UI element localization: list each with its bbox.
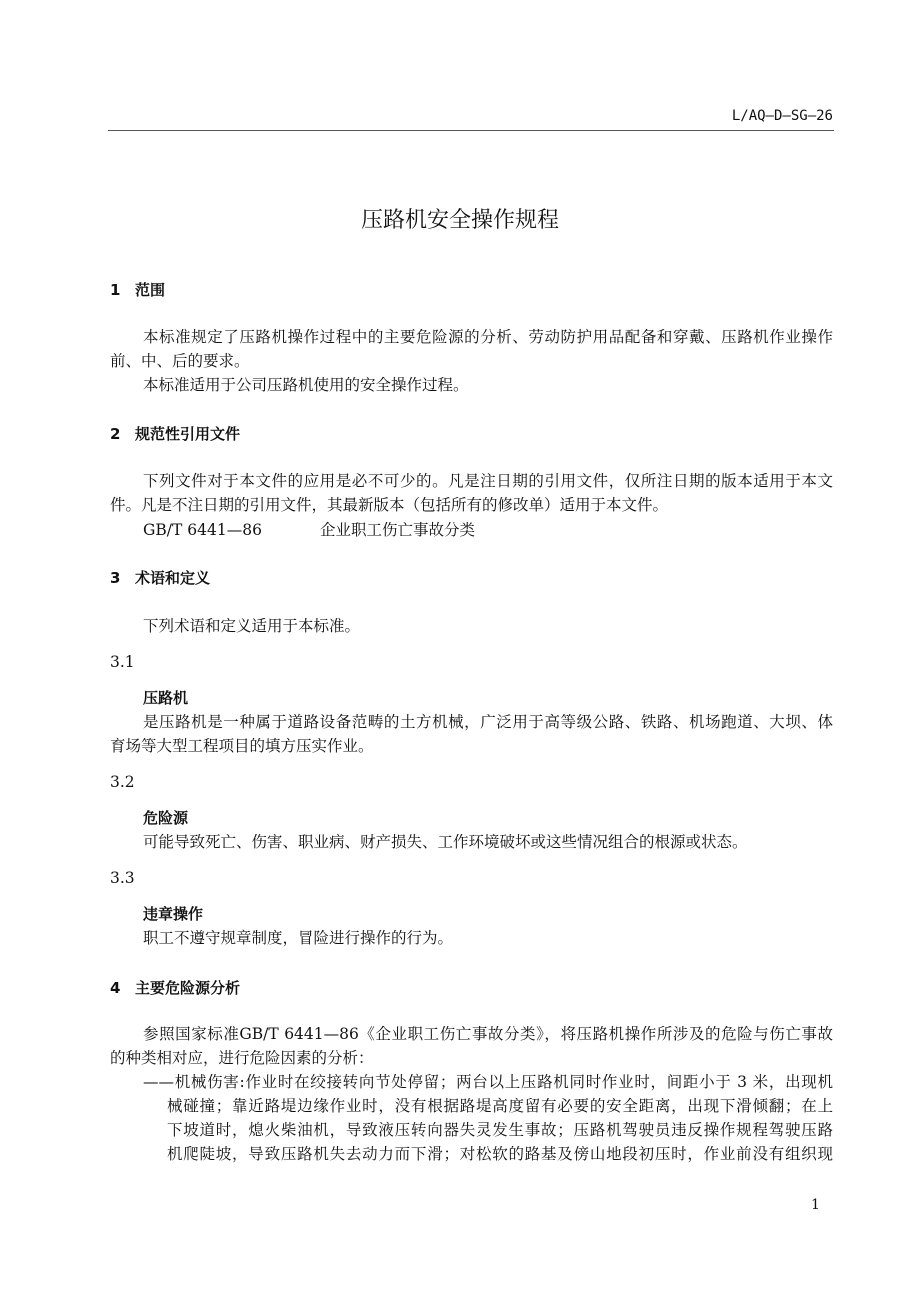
paragraph-line: 下列术语和定义适用于本标准。	[143, 617, 361, 635]
term-definition: 是压路机是一种属于道路设备范畴的土方机械，广泛用于高等级公路、铁路、机场跑道、大坝、体	[143, 713, 833, 731]
section-1-heading: 范围	[135, 281, 166, 299]
section-2-number: 2	[110, 425, 121, 443]
term-number: 3.2	[110, 773, 135, 791]
header-rule	[108, 130, 834, 131]
section-3-number: 3	[110, 569, 121, 587]
term-number: 3.3	[110, 869, 135, 887]
term-name: 压路机	[143, 689, 189, 707]
term-number: 3.1	[110, 653, 135, 671]
section-4-number: 4	[110, 979, 121, 997]
list-item-line: 机爬陡坡，导致压路机失去动力而下滑；对松软的路基及傍山地段初压时，作业前没有组织现	[167, 1145, 833, 1163]
term-name: 危险源	[143, 809, 189, 827]
page-title: 压路机安全操作规程	[360, 208, 559, 233]
reference-title: 企业职工伤亡事故分类	[320, 521, 476, 539]
paragraph-line: 本标准规定了压路机操作过程中的主要危险源的分析、劳动防护用品配备和穿戴、压路机作业操作	[143, 328, 833, 346]
list-item-line: 下坡道时，熄火柴油机，导致液压转向器失灵发生事故；压路机驾驶员违反操作规程驾驶压路	[167, 1121, 833, 1139]
section-3-heading: 术语和定义	[135, 569, 211, 587]
term-name: 违章操作	[143, 905, 204, 923]
term-definition: 职工不遵守规章制度，冒险进行操作的行为。	[143, 929, 454, 947]
paragraph-line: 前、中、后的要求。	[110, 352, 250, 370]
section-1-number: 1	[110, 281, 121, 299]
document-code: L/AQ—D—SG—26	[731, 108, 833, 124]
reference-code: GB/T 6441—86	[143, 521, 262, 539]
paragraph-line: 件。凡是不注日期的引用文件，其最新版本（包括所有的修改单）适用于本文件。	[110, 496, 669, 514]
term-definition: 可能导致死亡、伤害、职业病、财产损失、工作环境破坏或这些情况组合的根源或状态。	[143, 833, 748, 851]
list-item-line: 械碰撞；靠近路堤边缘作业时，没有根据路堤高度留有必要的安全距离，出现下滑倾翻；在上	[167, 1097, 833, 1115]
list-item-line: ——机械伤害:作业时在绞接转向节处停留；两台以上压路机同时作业时，间距小于 3 米，出现机	[143, 1073, 833, 1091]
paragraph-line: 本标准适用于公司压路机使用的安全操作过程。	[143, 376, 469, 394]
term-definition: 育场等大型工程项目的填方压实作业。	[110, 737, 374, 755]
page-number: 1	[811, 1197, 820, 1213]
paragraph-line: 下列文件对于本文件的应用是必不可少的。凡是注日期的引用文件，仅所注日期的版本适用于本文	[143, 472, 833, 490]
section-4-heading: 主要危险源分析	[135, 979, 241, 997]
paragraph-line: 参照国家标准GB/T 6441—86《企业职工伤亡事故分类》，将压路机操作所涉及的危险与伤亡事故	[143, 1025, 833, 1043]
section-2-heading: 规范性引用文件	[135, 425, 241, 443]
paragraph-line: 的种类相对应，进行危险因素的分析：	[110, 1049, 374, 1067]
